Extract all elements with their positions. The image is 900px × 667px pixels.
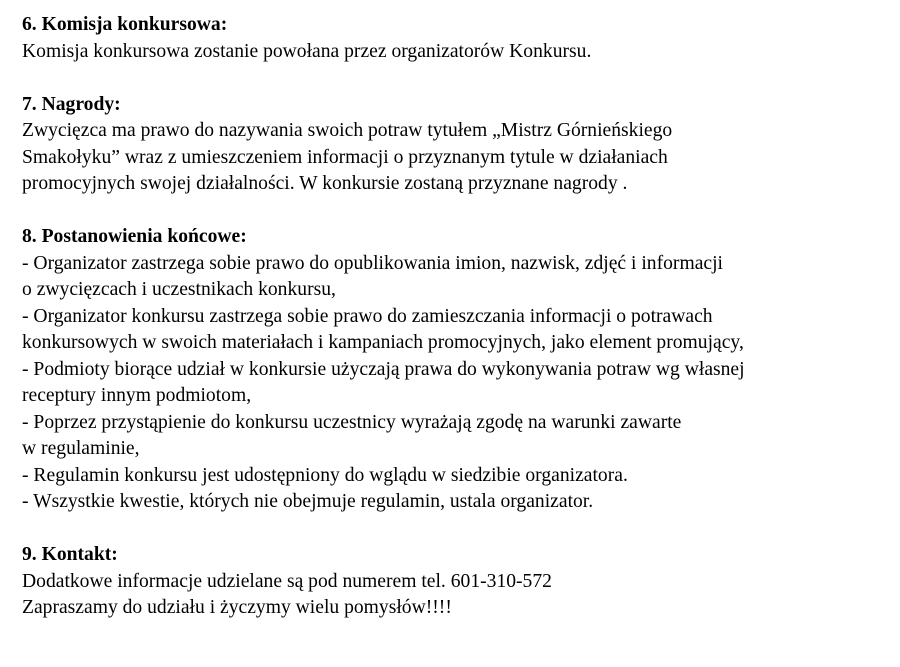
- paragraph-line: - Organizator zastrzega sobie prawo do opublikowania imion, nazwisk, zdjęć i informacji: [22, 252, 723, 274]
- section-nagrody: [22, 92, 892, 198]
- paragraph-line: - Wszystkie kwestie, których nie obejmuje regulamin, ustala organizator.: [22, 491, 594, 512]
- paragraph-line: - Organizator konkursu zastrzega sobie prawo do zamieszczania informacji o potrawach: [22, 305, 713, 327]
- paragraph-line: Dodatkowe informacje udzielane są pod numerem tel. 601-310-572: [22, 570, 552, 592]
- paragraph-line: - Regulamin konkursu jest udostępniony do wglądu w siedzibie organizatora.: [22, 464, 628, 486]
- section-komisja-konkursowa: [22, 12, 892, 65]
- paragraph-line: promocyjnych swojej działalności. W konkursie zostaną przyznane nagrody .: [22, 173, 628, 194]
- section-heading: 7. Nagrody:: [22, 93, 121, 115]
- paragraph-line: w regulaminie,: [22, 438, 140, 459]
- section-postanowienia-koncowe: [22, 224, 892, 516]
- paragraph-line: Zwycięzca ma prawo do nazywania swoich potraw tytułem „Mistrz Górnieńskiego: [22, 120, 673, 141]
- document-body: [22, 12, 892, 648]
- paragraph-line: - Podmioty biorące udział w konkursie użyczają prawa do wykonywania potraw wg własnej: [22, 358, 745, 380]
- paragraph-line: Smakołyku” wraz z umieszczeniem informacji o przyznanym tytule w działaniach: [22, 146, 668, 168]
- paragraph-line: Komisja konkursowa zostanie powołana przez organizatorów Konkursu.: [22, 40, 592, 62]
- section-heading: 8. Postanowienia końcowe:: [22, 226, 247, 247]
- paragraph-line: o zwycięzcach i uczestnikach konkursu,: [22, 279, 336, 300]
- paragraph-line: - Poprzez przystąpienie do konkursu uczestnicy wyrażają zgodę na warunki zawarte: [22, 411, 682, 433]
- paragraph-line: receptury innym podmiotom,: [22, 385, 252, 406]
- paragraph-line: Zapraszamy do udziału i życzymy wielu pomysłów!!!!: [22, 597, 452, 618]
- section-heading: 9. Kontakt:: [22, 544, 118, 565]
- paragraph-line: konkursowych w swoich materiałach i kampaniach promocyjnych, jako element promujący,: [22, 332, 744, 353]
- section-heading: 6. Komisja konkursowa:: [22, 14, 228, 35]
- section-kontakt: [22, 542, 892, 622]
